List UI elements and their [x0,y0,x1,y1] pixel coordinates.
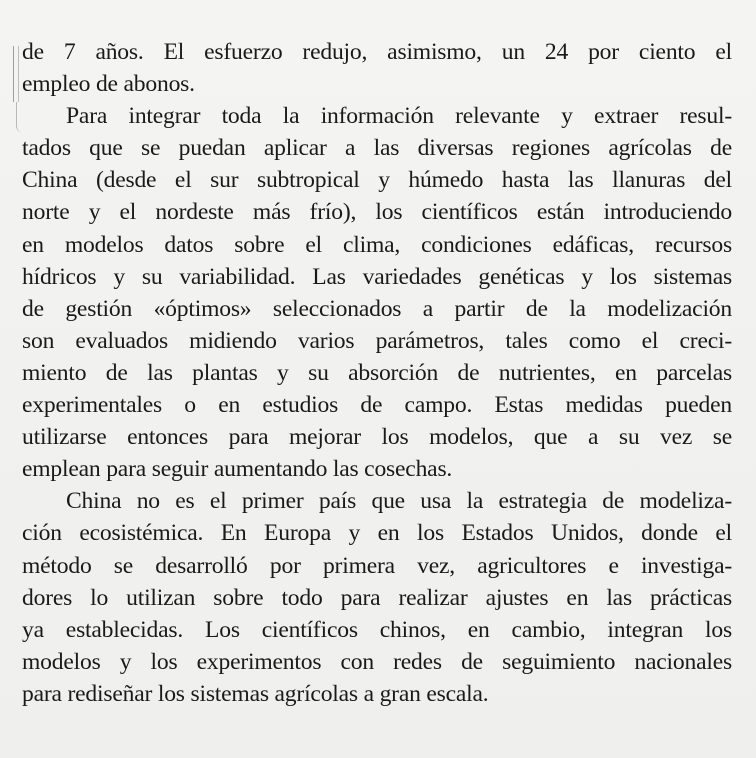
text-line: China no es el primer país que usa la estrategia de modeliza- [66,488,732,515]
text-line: de 7 años. El esfuerzo redujo, asimismo, un 24 por ciento el [22,39,732,65]
text-line: miento de las plantas y su absorción de nutrientes, en parcelas [22,359,732,386]
text-line: hídricos y su variabilidad. Las variedades genéticas y los sistemas [22,263,732,290]
text-line: experimentales o en estudios de campo. Estas medidas pueden [22,392,732,419]
text-line: norte y el nordeste más frío), los científicos están introduciendo [22,199,732,226]
text-line: utilizarse entonces para mejorar los modelos, que a su vez se [22,424,732,451]
text-line: ción ecosistémica. En Europa y en los Estados Unidos, donde el [22,520,732,547]
text-line: de gestión «óptimos» seleccionados a partir de la modelización [22,295,732,322]
text-line: emplean para seguir aumentando las cosechas. [22,456,453,483]
text-line: Para integrar toda la información relevante y extraer resul- [66,103,732,130]
body-text [22,36,732,710]
text-line: en modelos datos sobre el clima, condiciones edáficas, recursos [22,231,732,258]
text-line: ya establecidas. Los científicos chinos, en cambio, integran los [22,616,732,643]
text-line: para rediseñar los sistemas agrícolas a gran escala. [22,680,489,707]
paragraph-3 [22,485,732,710]
text-line: tados que se puedan aplicar a las diversas regiones agrícolas de [22,135,732,162]
text-line: modelos y los experimentos con redes de seguimiento nacionales [22,648,732,675]
text-line: dores lo utilizan sobre todo para realizar ajustes en las prácticas [22,584,732,611]
text-line: empleo de abonos. [22,71,195,98]
text-line: China (desde el sur subtropical y húmedo hasta las llanuras del [22,167,732,194]
text-line: son evaluados midiendo varios parámetros, tales como el creci- [22,327,732,354]
paragraph-2 [22,100,732,485]
text-line: método se desarrolló por primera vez, agricultores e investiga- [22,552,732,579]
pencil-margin-mark [13,46,19,102]
paragraph-1 [22,36,732,100]
